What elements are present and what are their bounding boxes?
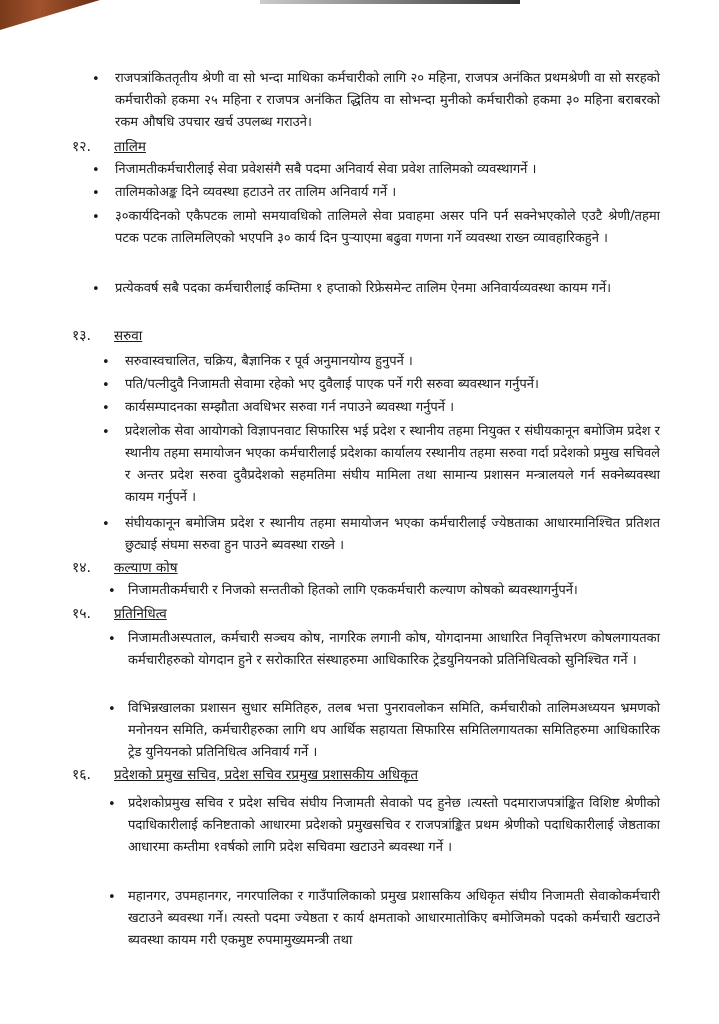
- bullet: •: [92, 163, 100, 178]
- list-item: प्रदेशकोप्रमुख सचिव र प्रदेश सचिव संघीय निजामती सेवाको पद हुनेछ ।त्यस्तो पदमाराजपत्रांङ्कित विशिष्ट श्रेणीको पदाधिकारीलाई कनिष्टताको आधारमा प्रदेशको प्रमुखसचिव र राजपत्रांङ्कित प्रथम श्रेणीको पदाधिकारीलाई जेष्ठताका आधारमा कम्तीमा १वर्षको लागि प्रदेश सचिवमा खटाउने ब्यवस्था गर्ने ।: [128, 796, 660, 855]
- section-number: १२.: [72, 139, 92, 155]
- bullet: •: [92, 72, 100, 87]
- bullet: •: [92, 210, 100, 225]
- bullet: •: [102, 378, 110, 393]
- bullet: •: [108, 797, 116, 812]
- list-item: तालिमकोअङ्क दिने व्यवस्था हटाउने तर तालिम अनिवार्य गर्ने ।: [115, 185, 397, 200]
- section-title: प्रदेशको प्रमुख सचिव, प्रदेश सचिव रप्रमुख प्रशासकीय अधिकृत: [114, 767, 419, 783]
- section-title: कल्याण कोष: [114, 560, 178, 576]
- bullet: •: [102, 401, 110, 416]
- bullet: •: [92, 186, 100, 201]
- section-number: १६.: [72, 767, 92, 783]
- bullet: •: [102, 425, 110, 440]
- bullet: •: [102, 517, 110, 532]
- bullet: •: [102, 355, 110, 370]
- section-title: सरुवा: [114, 328, 143, 344]
- bullet: •: [92, 282, 100, 297]
- bullet: •: [108, 702, 116, 717]
- bullet: •: [108, 584, 116, 599]
- list-item: प्रत्येकवर्ष सबै पदका कर्मचारीलाई कम्तिमा १ हप्ताको रिफ्रेसमेन्ट तालिम ऐनमा अनिवार्यव्यवस्था कायम गर्ने।: [115, 281, 612, 296]
- list-item: संघीयकानून बमोजिम प्रदेश र स्थानीय तहमा समायोजन भएका कर्मचारीलाई ज्येष्ठताका आधारमानिश्चित प्रतिशत छुट्याई संघमा सरुवा हुन पाउने ब्यवस्था राख्ने ।: [125, 516, 660, 553]
- bullet: •: [108, 632, 116, 647]
- list-item: सरुवास्वचालित, चक्रिय, बैज्ञानिक र पूर्व अनुमानयोग्य हुनुपर्ने ।: [125, 354, 413, 369]
- section-number: १४.: [72, 560, 92, 576]
- section-title: तालिम: [114, 139, 146, 155]
- list-item: विभिन्नखालका प्रशासन सुधार समितिहरु, तलब भत्ता पुनरावलोकन समिति, कर्मचारीको तालिमअध्ययन भ्रमणको मनोनयन समिति, कर्मचारीहरुका लागि थप आर्थिक सहायता सिफारिस समितिलगायतका समितिहरुमा आधिकारिक ट्रेड युनियनको प्रतिनिधित्व अनिवार्य गर्ने ।: [128, 701, 660, 760]
- list-item: निजामतीअस्पताल, कर्मचारी सञ्चय कोष, नागरिक लगानी कोष, योगदानमा आधारित निवृत्तिभरण कोषलगायतका कर्मचारीहरुको योगदान हुने र सरोकारित संस्थाहरुमा आधिकारिक ट्रेडयुनियनको प्रतिनिधित्वको सुनिश्चित गर्ने ।: [128, 631, 660, 668]
- list-item: प्रदेशलोक सेवा आयोगको विज्ञापनवाट सिफारिस भई प्रदेश र स्थानीय तहमा नियुक्त र संघीयकानून बमोजिम प्रदेश र स्थानीय तहमा समायोजन भएका कर्मचारीलाई प्रदेशका कार्यालय रस्थानीय तहमा सरुवा गर्दा प्रदेशको प्रमुख सचिवले र अन्तर प्रदेश सरुवा दुवैप्रदेशको सहमतिमा संघीय मामिला तथा सामान्य प्रशासन मन्त्रालयले गर्न सक्नेब्यवस्था कायम गर्नुपर्ने ।: [125, 424, 660, 505]
- section-number: १३.: [72, 328, 92, 344]
- list-item: ३०कार्यदिनको एकैपटक लामो समयावधिको तालिमले सेवा प्रवाहमा असर पनि पर्न सक्नेभएकोले एउटै श्रेणी/तहमा पटक पटक तालिमलिएको भएपनि ३० कार्य दिन पुऱ्याएमा बढुवा गणना गर्ने व्यवस्था राख्न व्यावहारिकहुने ।: [115, 209, 660, 246]
- bullet: •: [108, 890, 116, 905]
- section-title: प्रतिनिधित्व: [114, 606, 167, 622]
- list-item: महानगर, उपमहानगर, नगरपालिका र गाउँपालिकाको प्रमुख प्रशासकिय अधिकृत संघीय निजामती सेवाकोकर्मचारी खटाउने ब्यवस्था गर्ने। त्यस्तो पदमा ज्येष्ठता र कार्य क्षमताको आधारमातोकिए बमोजिमको पदको कर्मचारी खटाउने ब्यवस्था कायम गरी एकमुष्ट रुपमामुख्यमन्त्री तथा: [128, 889, 660, 948]
- section-number: १५.: [72, 606, 92, 622]
- list-item: निजामतीकर्मचारीलाई सेवा प्रवेशसंगै सबै पदमा अनिवार्य सेवा प्रवेश तालिमको व्यवस्थागर्ने ।: [115, 162, 537, 177]
- list-item: पति/पत्नीदुवै निजामती सेवामा रहेको भए दुवैलाई पाएक पर्ने गरी सरुवा ब्यवस्थान गर्नुपर्ने।: [125, 377, 539, 392]
- list-item: राजपत्रांकिततृतीय श्रेणी वा सो भन्दा माथिका कर्मचारीको लागि २० महिना, राजपत्र अनंकित प्रथमश्रेणी वा सो सरहको कर्मचारीको हकमा २५ महिना र राजपत्र अनंकित द्धितिय वा सोभन्दा मुनीको कर्मचारीको हकमा ३० महिना बराबरको रकम औषधि उपचार खर्च उपलब्ध गराउने।: [115, 71, 660, 130]
- list-item: कार्यसम्पादनका सम्झौता अवधिभर सरुवा गर्न नपाउने ब्यवस्था गर्नुपर्ने ।: [125, 400, 455, 415]
- list-item: निजामतीकर्मचारी र निजको सन्ततीको हितको लागि एककर्मचारी कल्याण कोषको ब्यवस्थागर्नुपर्ने।: [128, 583, 578, 598]
